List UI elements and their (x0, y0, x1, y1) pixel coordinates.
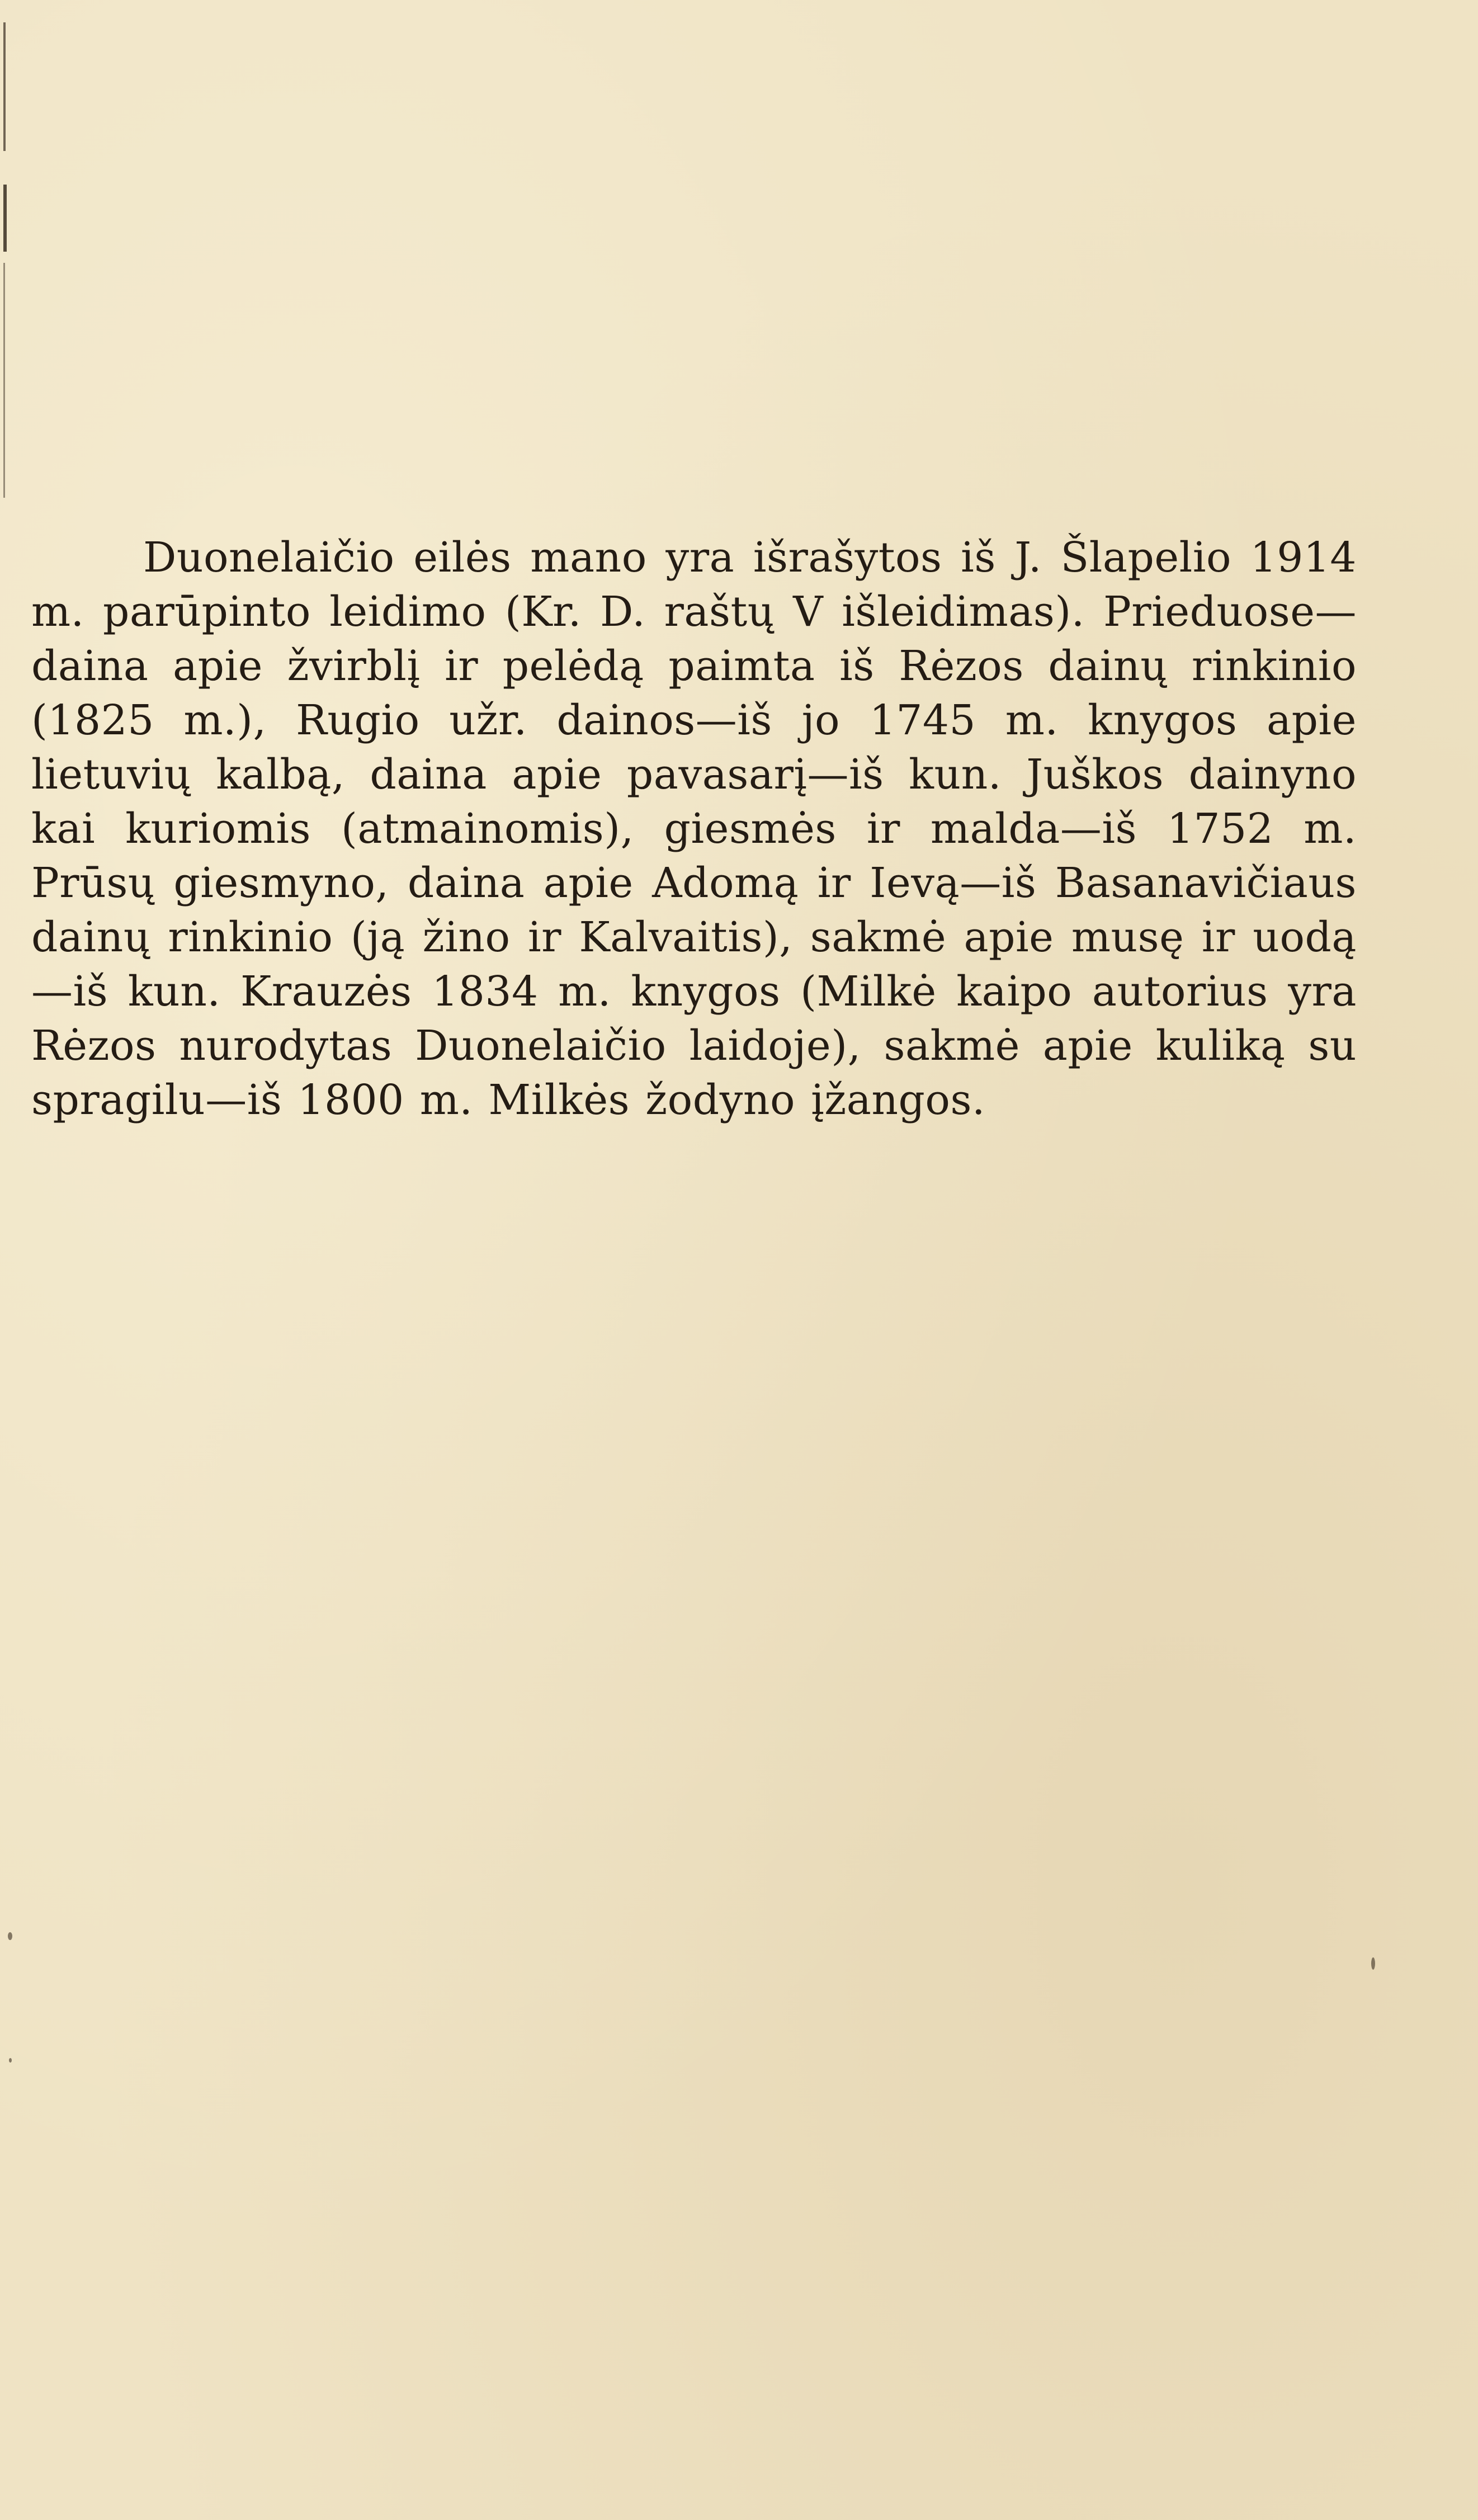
ink-speck (9, 2058, 12, 2063)
binding-edge-mark (3, 263, 5, 498)
ink-speck (1371, 1957, 1375, 1970)
ink-speck (8, 1932, 12, 1940)
binding-edge-mark (3, 22, 6, 151)
body-paragraph: Duonelaičio eilės mano yra išrašytos iš J. Šlapelio 1914 m. parūpinto leidimo (Kr. D. raštų V išleidimas). Prieduose—daina apie žvirblį ir pelėdą paimta iš Rėzos dainų rinkinio (1825 m.), Rugio užr. dainos—iš jo 1745 m. knygos apie lietuvių kalbą, daina apie pavasarį—iš kun. Juškos dainyno kai kuriomis (atmainomis), giesmės ir malda—iš 1752 m. Prūsų giesmyno, daina apie Adomą ir Ievą—iš Basanavičiaus dainų rinkinio (ją žino ir Kalvaitis), sakmė apie musę ir uodą—iš kun. Krauzės 1834 m. knygos (Milkė kaipo autorius yra Rėzos nurodytas Duonelaičio laidoje), sakmė apie kuliką su spragilu—iš 1800 m. Milkės žodyno įžangos. (31, 534, 1357, 1124)
binding-edge-mark (3, 185, 7, 252)
